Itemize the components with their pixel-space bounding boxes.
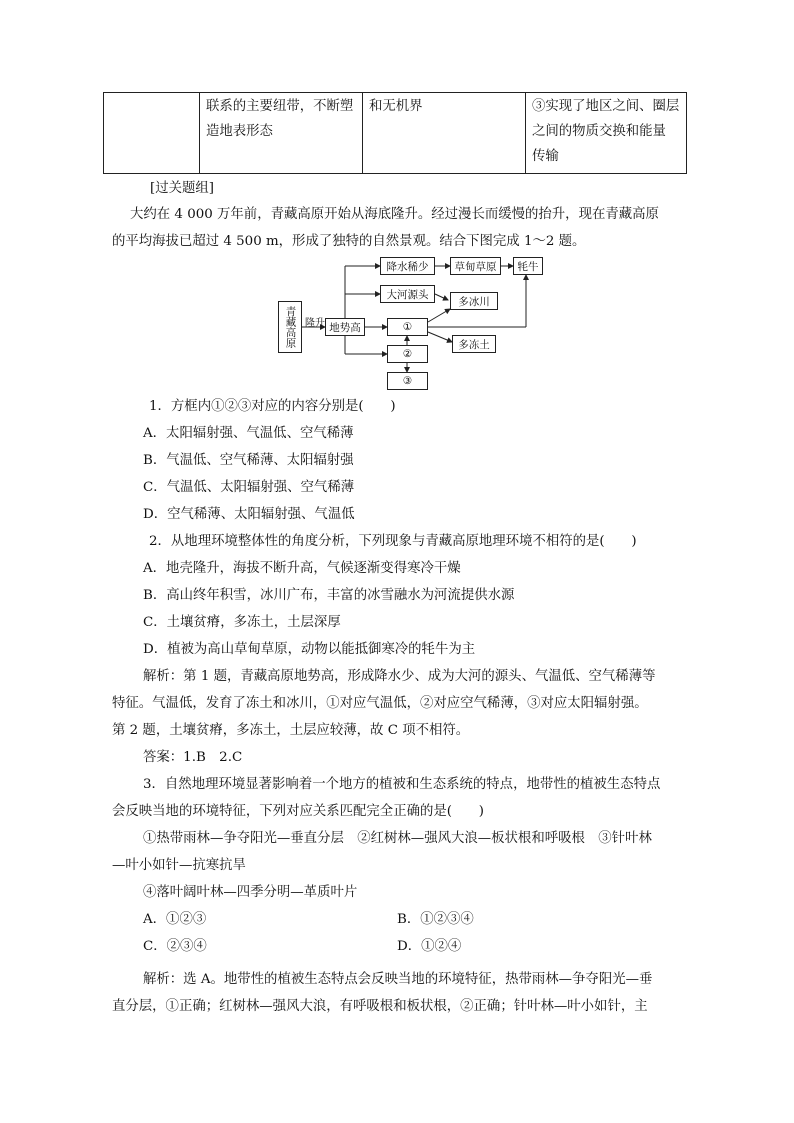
q1-option-b: B．气温低、空气稀薄、太阳辐射强 [143, 453, 354, 468]
analysis1-line-2: 特征。气温低，发育了冻土和冰川，①对应气温低，②对应空气稀薄，③对应太阳辐射强。 [112, 696, 648, 711]
intro-line-1: 大约在 4 000 万年前，青藏高原开始从海底隆升。经过漫长而缓慢的抬升，现在青藏高原 [130, 207, 659, 222]
table-text: 和无机界 [369, 99, 423, 114]
less-rain-box: 降水稀少 [380, 257, 435, 275]
q3-stem-line-1: 3．自然地理环境显著影响着一个地方的植被和生态系统的特点，地带性的植被生态特点 [143, 777, 661, 792]
q3-items-line-2: —叶小如针—抗寒抗旱 [112, 858, 246, 873]
answer-1: 答案：1.B 2.C [143, 750, 243, 765]
q1-stem: 1．方框内①②③对应的内容分别是( ) [149, 399, 396, 414]
analysis1-line-1: 解析：第 1 题，青藏高原地势高，形成降水少、成为大河的源头、气温低、空气稀薄等 [143, 669, 656, 684]
q1-option-d: D．空气稀薄、太阳辐射强、气温低 [143, 507, 355, 522]
table-cell-empty [104, 93, 200, 174]
circle3-box: ③ [387, 372, 428, 390]
meadow-box: 草甸草原 [450, 257, 501, 275]
plateau-flow-diagram [270, 252, 570, 392]
table-text: 造地表形态 [206, 124, 273, 139]
q2-option-b: B．高山终年积雪，冰川广布，丰富的冰雪融水为河流提供水源 [143, 588, 515, 603]
intro-line-2: 的平均海拔已超过 4 500 m，形成了独特的自然景观。结合下图完成 1～2 题。 [112, 234, 586, 249]
circle2-box: ② [387, 345, 428, 363]
yak-box: 牦牛 [513, 257, 543, 275]
q3-option-b: B．①②③④ [397, 912, 474, 927]
section-label: [过关题组] [150, 181, 215, 196]
table-cell-col3 [363, 93, 526, 174]
high-terrain-box: 地势高 [325, 318, 365, 336]
q2-option-d: D．植被为高山草甸草原，动物以能抵御寒冷的牦牛为主 [143, 642, 476, 657]
analysis3-line-1: 解析：选 A。地带性的植被生态特点会反映当地的环境特征，热带雨林—争夺阳光—垂 [143, 972, 653, 987]
plateau-box [278, 301, 302, 353]
permafrost-box: 多冻土 [452, 335, 496, 353]
q1-option-a: A．太阳辐射强、气温低、空气稀薄 [143, 426, 354, 441]
table-cell-col2 [200, 93, 363, 174]
q3-items-line-3: ④落叶阔叶林—四季分明—革质叶片 [143, 885, 358, 900]
q3-option-c: C．②③④ [143, 939, 207, 954]
table-row [104, 93, 687, 174]
q2-option-a: A．地壳隆升，海拔不断升高，气候逐渐变得寒冷干燥 [143, 561, 461, 576]
q3-option-a: A．①②③ [143, 912, 207, 927]
table-text: ③实现了地区之间、圈层 [532, 99, 680, 114]
q3-items-line-1: ①热带雨林—争夺阳光—垂直分层 ②红树林—强风大浪—板状根和呼吸根 ③针叶林 [143, 831, 652, 846]
uplift-label: 隆升 [305, 318, 325, 329]
table-text: 联系的主要纽带，不断塑 [206, 99, 354, 114]
table-text: 传输 [532, 149, 559, 164]
q3-option-d: D．①②④ [397, 939, 462, 954]
analysis3-line-2: 直分层，①正确；红树林—强风大浪，有呼吸根和板状根，②正确；针叶林—叶小如针，主 [112, 999, 648, 1014]
q2-stem: 2．从地理环境整体性的角度分析，下列现象与青藏高原地理环境不相符的是( ) [149, 534, 637, 549]
circle1-box: ① [387, 318, 428, 336]
q3-stem-line-2: 会反映当地的环境特征，下列对应关系匹配完全正确的是( ) [112, 804, 484, 819]
table-text: 之间的物质交换和能量 [532, 124, 666, 139]
glacier-box: 多冰川 [450, 292, 498, 310]
table-cell-col4 [526, 93, 687, 174]
analysis1-line-3: 第 2 题，土壤贫瘠，多冻土，土层应较薄，故 C 项不相符。 [112, 723, 470, 738]
comparison-table [103, 92, 687, 174]
river-source-box: 大河源头 [380, 285, 435, 303]
q2-option-c: C．土壤贫瘠，多冻土，土层深厚 [143, 615, 341, 630]
plateau-label: 青藏高原 [284, 306, 297, 348]
q1-option-c: C．气温低、太阳辐射强、空气稀薄 [143, 480, 355, 495]
